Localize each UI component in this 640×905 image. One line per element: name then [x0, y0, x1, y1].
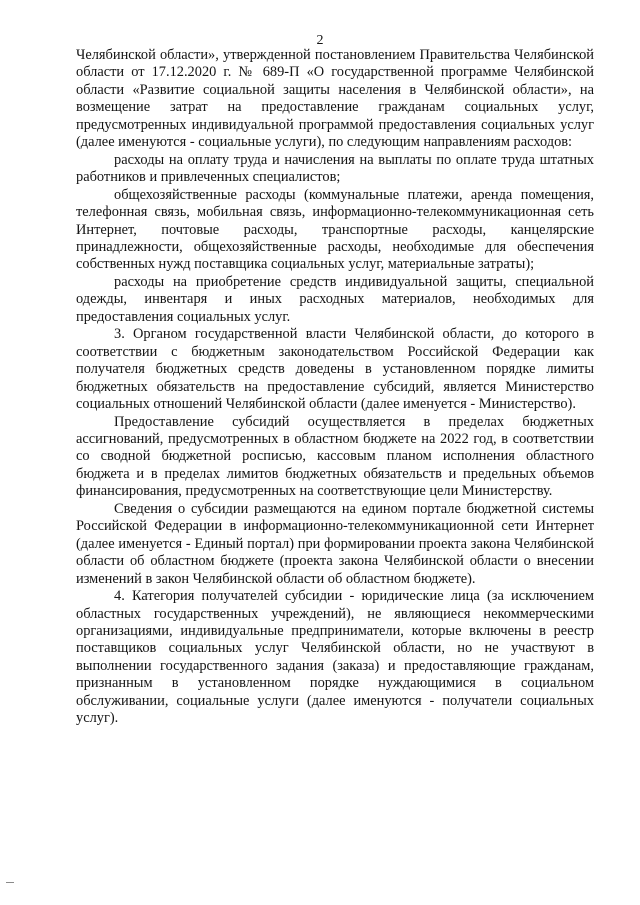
paragraph-protective-equipment: расходы на приобретение средств индивидуальной защиты, специальной одежды, инвентаря и иных расходных материалов, необходимых для предоставления социальных услуг.: [76, 273, 594, 325]
page-number: 2: [316, 33, 324, 48]
margin-mark: [6, 882, 14, 883]
paragraph-subsidy-provision: Предоставление субсидий осуществляется в пределах бюджетных ассигнований, предусмотренных в областном бюджете на 2022 год, в соответствии со сводной бюджетной росписью, кассовым планом исполнения областного бюджета и в пределах лимитов бюджетных обязательств и предельных объемов финансирования, предусмотренных на соответствующие цели Министерству.: [76, 413, 594, 500]
paragraph-unified-portal: Сведения о субсидии размещаются на едином портале бюджетной системы Российской Федерации в информационно-телекоммуникационной сети Интернет (далее именуется - Единый портал) при формировании проекта закона Челябинской области об областном бюджете (проекта закона Челябинской области о внесении изменений в закон Челябинской области об областном бюджете).: [76, 500, 594, 587]
paragraph-labor-costs: расходы на оплату труда и начисления на выплаты по оплате труда штатных работников и привлеченных специалистов;: [76, 151, 594, 186]
document-body: [76, 47, 594, 728]
paragraph-item-4: 4. Категория получателей субсидии - юридические лица (за исключением областных государственных учреждений), не являющиеся некоммерческими организациями, индивидуальные предприниматели, которые включены в реестр поставщиков социальных услуг Челябинской области, но не участвуют в выполнении государственного задания (заказа) и предоставляющие гражданам, признанным в установленном порядке нуждающимися в социальном обслуживании, социальные услуги (далее именуются - получатели социальных услуг).: [76, 588, 594, 727]
paragraph-item-3: 3. Органом государственной власти Челябинской области, до которого в соответствии с бюджетным законодательством Российской Федерации как получателя бюджетных средств доведены в установленном порядке лимиты бюджетных обязательств на предоставление субсидий, является Министерство социальных отношений Челябинской области (далее именуется - Министерство).: [76, 326, 594, 413]
paragraph-general-costs: общехозяйственные расходы (коммунальные платежи, аренда помещения, телефонная связь, мобильная связь, информационно-телекоммуникационная сеть Интернет, почтовые расходы, транспортные расходы, канцелярские принадлежности, общехозяйственные расходы, необходимые для обеспечения собственных нужд поставщика социальных услуг, материальные затраты);: [76, 186, 594, 273]
paragraph-continuation: Челябинской области», утвержденной постановлением Правительства Челябинской области от 17.12.2020 г. № 689-П «О государственной программе Челябинской области «Развитие социальной защиты населения в Челябинской области», на возмещение затрат на предоставление гражданам социальных услуг, предусмотренных индивидуальной программой предоставления социальных услуг (далее именуются - социальные услуги), по следующим направлениям расходов:: [76, 47, 594, 151]
